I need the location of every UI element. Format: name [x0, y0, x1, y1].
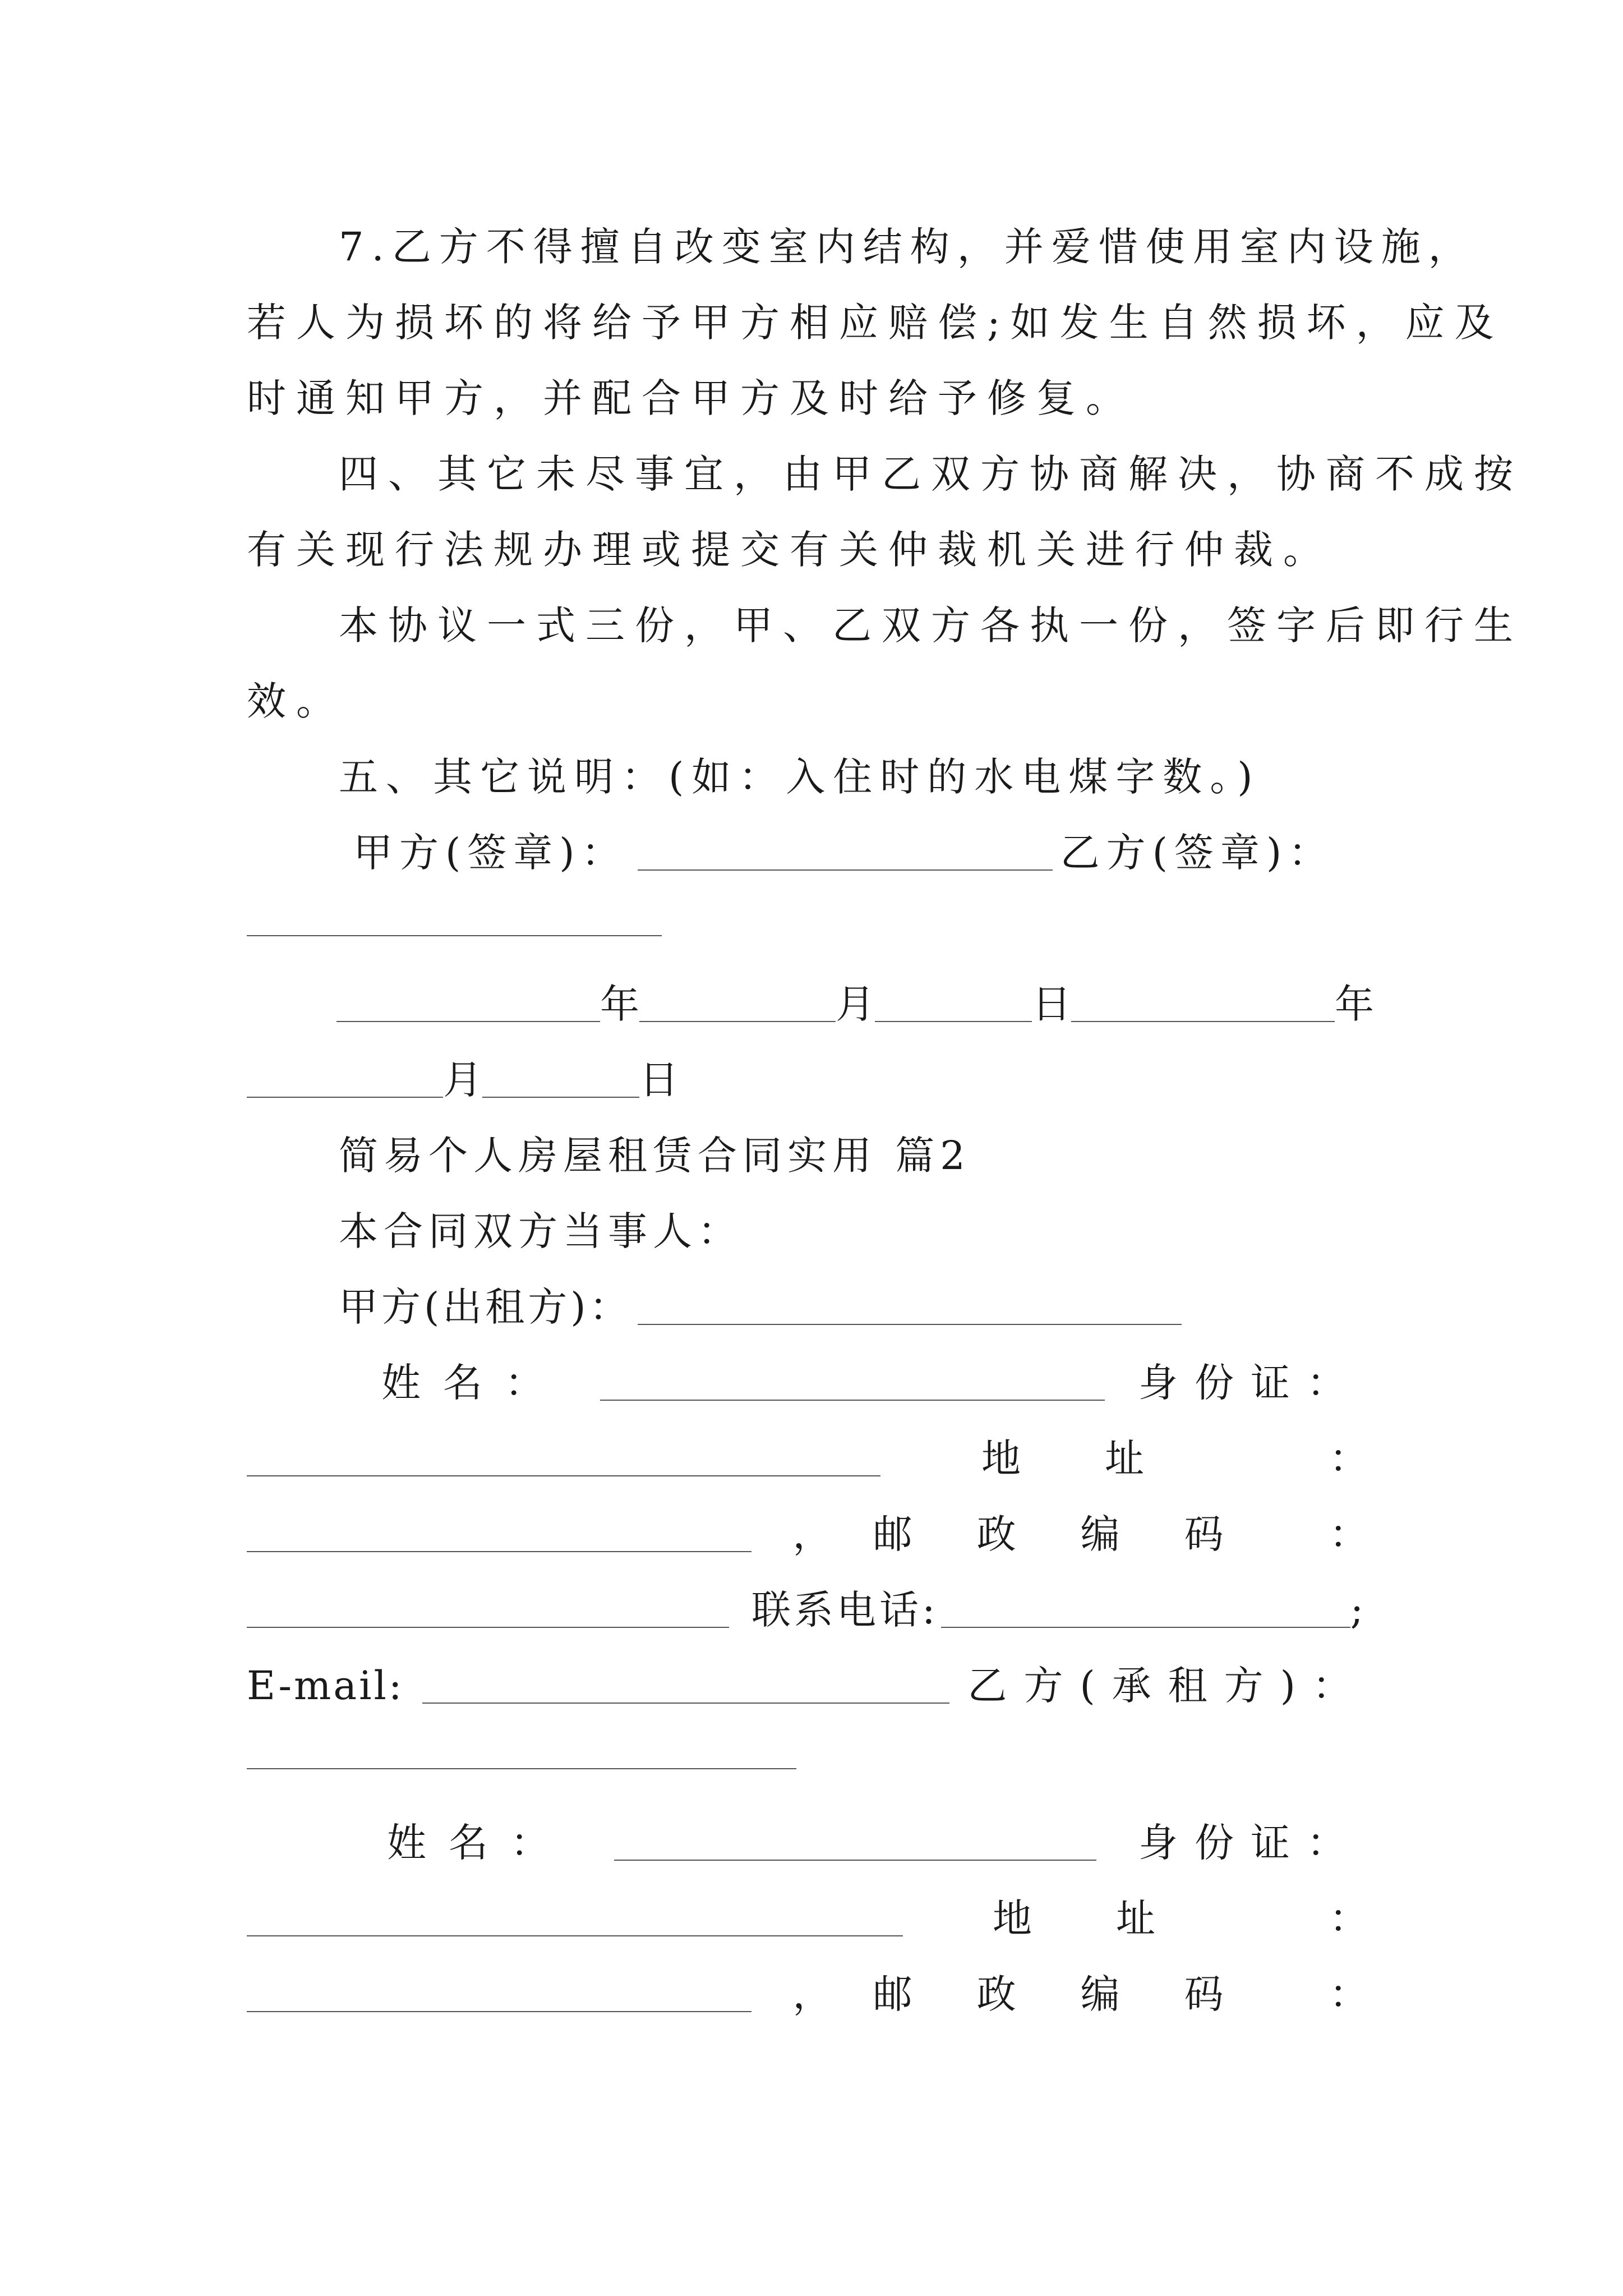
lessor-name-id-row — [381, 1355, 1363, 1411]
party-a-month-blank[interactable] — [639, 986, 836, 1022]
address-colon: ： — [1329, 1895, 1368, 1941]
clause-4-line-1: 四、其它未尽事宜，由甲乙双方协商解决，协商不成按 — [339, 451, 1523, 497]
clause-7-line-2: 若人为损坏的将给予甲方相应赔偿;如发生自然损坏，应及 — [247, 300, 1504, 346]
lessor-address-postcode-row — [247, 1506, 1368, 1562]
day-label: 日 — [639, 1057, 679, 1103]
id-card-label: 身份证： — [1138, 1820, 1363, 1866]
copies-line-1: 本协议一式三份，甲、乙双方各执一份，签字后即行生 — [339, 602, 1523, 648]
comma: ， — [792, 1511, 832, 1557]
clause-4-line-2: 有关现行法规办理或提交有关仲裁机关进行仲裁。 — [247, 527, 1332, 573]
date-row-1 — [336, 976, 1374, 1032]
lessee-name-id-row — [387, 1815, 1363, 1871]
party-a-year-blank[interactable] — [336, 986, 600, 1022]
phone-label: 联系电话: — [751, 1587, 939, 1633]
address-label: 地址 — [981, 1435, 1228, 1481]
party-b-signature-label: 乙方(签章)： — [1060, 830, 1335, 876]
name-label: 姓名： — [381, 1360, 566, 1406]
lessee-name-blank[interactable] — [614, 1825, 1096, 1861]
clause-7-line-3: 时通知甲方，并配合甲方及时给予修复。 — [247, 375, 1135, 421]
address-colon: ： — [1329, 1435, 1368, 1481]
year-label: 年 — [600, 981, 639, 1027]
lessee-blank-row — [247, 1733, 796, 1789]
lessor-row — [339, 1279, 1182, 1335]
party-b-year-blank[interactable] — [1071, 986, 1335, 1022]
date-row-2 — [247, 1052, 679, 1108]
lessor-name-blank[interactable] — [600, 1365, 1105, 1401]
address-label: 地址 — [993, 1895, 1239, 1941]
lessee-address-postcode-row — [247, 1966, 1368, 2022]
lessor-email-blank[interactable] — [422, 1668, 949, 1704]
postcode-label: 邮政编码 — [873, 1511, 1288, 1557]
month-label: 月 — [836, 981, 875, 1027]
party-b-signature-blank[interactable] — [247, 900, 662, 936]
clause-5: 五、其它说明：(如：入住时的水电煤字数。) — [339, 754, 1261, 800]
name-label: 姓名： — [387, 1820, 572, 1866]
semicolon: ; — [1350, 1587, 1364, 1633]
lessee-blank[interactable] — [247, 1733, 796, 1769]
lessee-address-blank[interactable] — [247, 1976, 751, 2012]
lessor-postcode-phone-row — [247, 1582, 1363, 1638]
party-a-signature-label: 甲方(签章)： — [353, 830, 628, 876]
postcode-colon: ： — [1329, 1511, 1368, 1557]
lessee-id-blank[interactable] — [247, 1901, 903, 1936]
postcode-label: 邮政编码 — [873, 1971, 1288, 2017]
party-a-day-blank[interactable] — [875, 986, 1032, 1022]
comma: ， — [792, 1971, 832, 2017]
lessor-postcode-blank[interactable] — [247, 1592, 729, 1628]
lessor-address-blank[interactable] — [247, 1516, 751, 1552]
id-card-label: 身份证： — [1138, 1360, 1363, 1406]
party-a-signature-blank[interactable] — [638, 835, 1053, 871]
email-label: E-mail: — [247, 1663, 404, 1709]
day-label: 日 — [1032, 981, 1071, 1027]
lessor-label: 甲方(出租方)： — [339, 1284, 632, 1330]
clause-7-line-1: 7.乙方不得擅自改变室内结构，并爱惜使用室内设施， — [339, 224, 1476, 270]
signature-row — [353, 825, 1334, 881]
lessee-id-address-row — [247, 1890, 1368, 1947]
party-b-month-blank[interactable] — [247, 1062, 443, 1098]
section-2-title: 简易个人房屋租赁合同实用 篇2 — [339, 1133, 971, 1179]
month-label: 月 — [443, 1057, 482, 1103]
year-label: 年 — [1335, 981, 1374, 1027]
lessor-id-blank[interactable] — [247, 1441, 880, 1476]
email-lessee-row — [247, 1658, 1368, 1714]
parties-intro: 本合同双方当事人： — [339, 1208, 743, 1254]
copies-line-2: 效。 — [247, 678, 345, 724]
lessor-blank[interactable] — [638, 1289, 1182, 1325]
lessee-label: 乙方(承租方)： — [967, 1663, 1368, 1709]
party-b-day-blank[interactable] — [482, 1062, 639, 1098]
lessor-id-address-row — [247, 1430, 1368, 1487]
party-b-signature-row — [247, 900, 662, 956]
postcode-colon: ： — [1329, 1971, 1368, 2017]
lessor-phone-blank[interactable] — [941, 1592, 1350, 1628]
